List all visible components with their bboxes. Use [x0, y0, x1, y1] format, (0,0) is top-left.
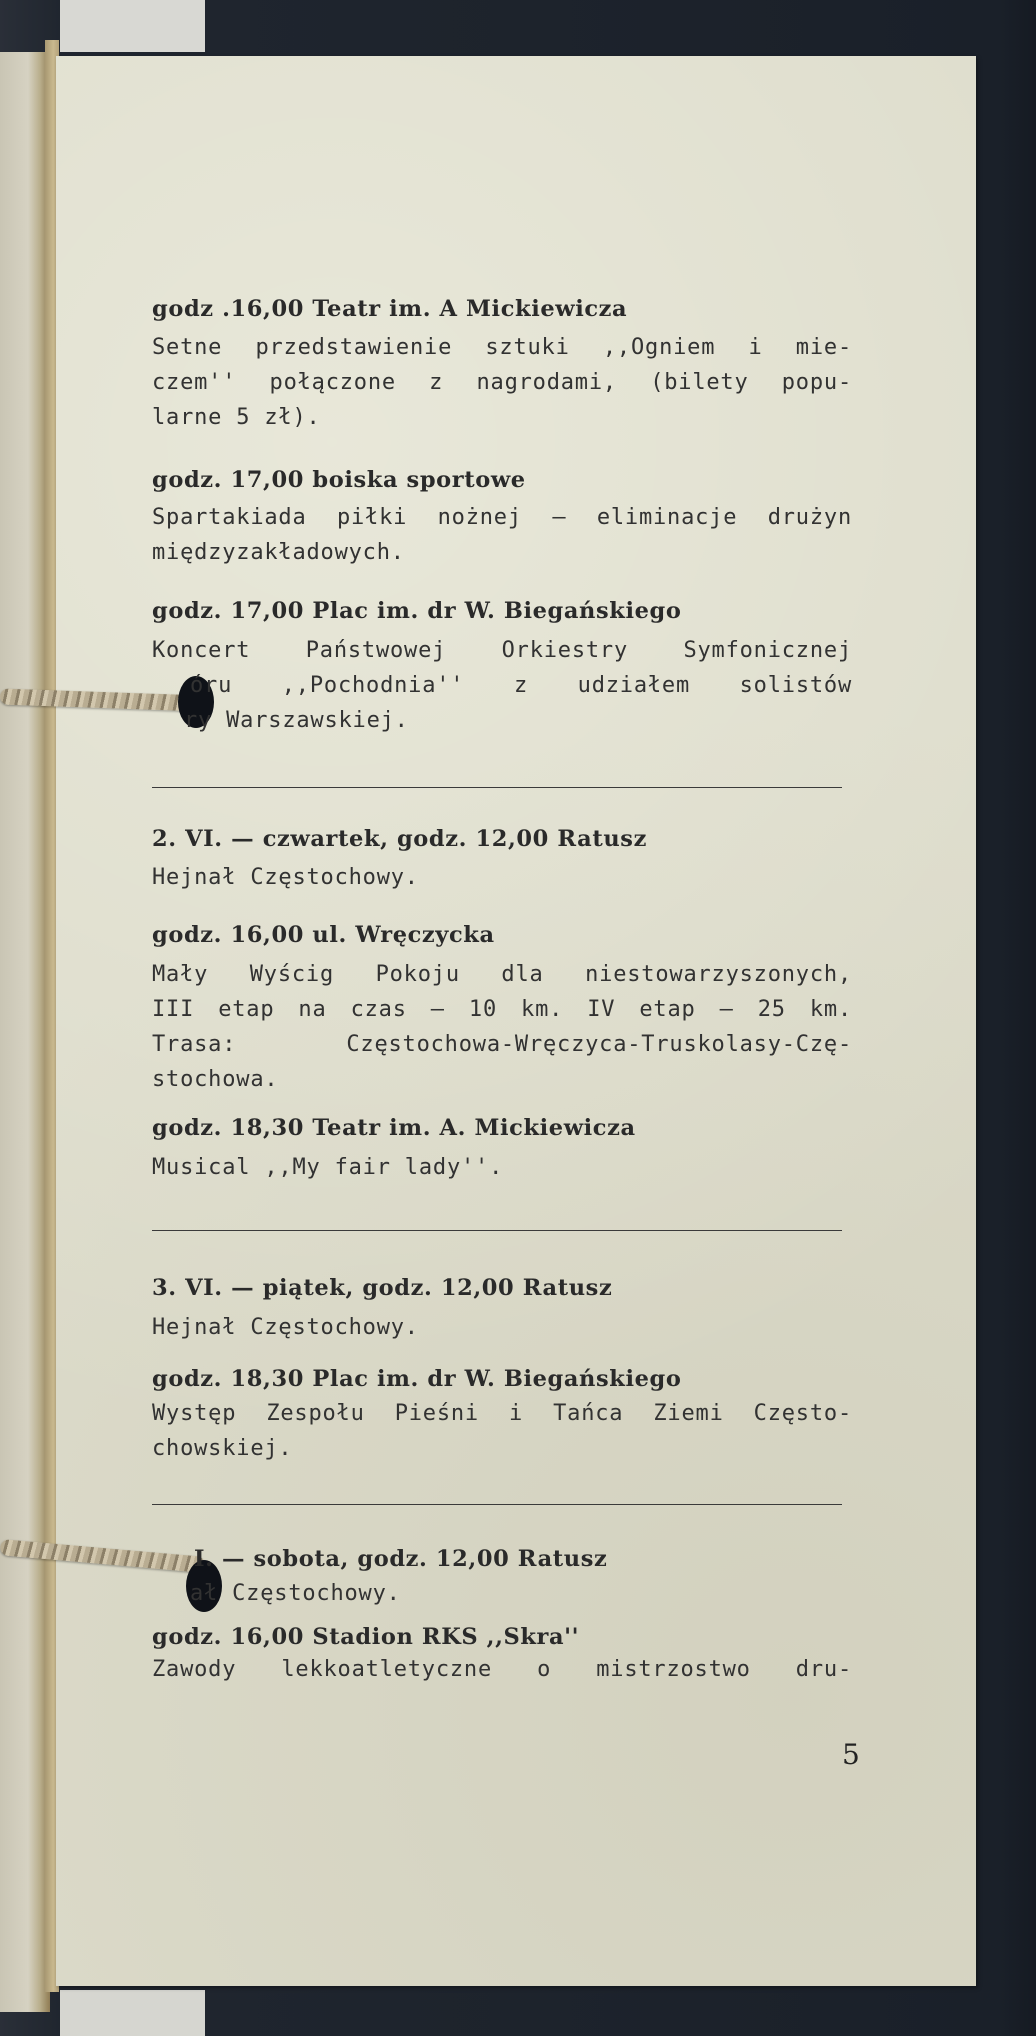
- event-text-line: ał Częstochowy.: [190, 1581, 401, 1606]
- event-heading: godz .16,00 Teatr im. A Mickiewicza: [152, 296, 628, 322]
- event-text-line: III etap na czas — 10 km. IV etap — 25 km.: [152, 997, 852, 1022]
- event-text-line: międzyzakładowych.: [152, 540, 405, 565]
- event-text-line: Trasa: Częstochowa-Wręczyca-Truskolasy-Czę-: [152, 1032, 852, 1057]
- day-heading: I. — sobota, godz. 12,00 Ratusz: [194, 1546, 608, 1572]
- event-text-line: ry Warszawskiej.: [184, 708, 409, 733]
- event-heading: godz. 17,00 boiska sportowe: [152, 467, 526, 493]
- event-heading: godz. 16,00 Stadion RKS ,,Skra'': [152, 1624, 580, 1650]
- section-divider: [152, 787, 842, 788]
- page-number: 5: [842, 1738, 860, 1771]
- event-text-line: stochowa.: [152, 1067, 279, 1092]
- event-text-line: Hejnał Częstochowy.: [152, 1315, 419, 1340]
- event-text-line: Zawody lekkoatletyczne o mistrzostwo dru-: [152, 1657, 852, 1682]
- event-text-line: larne 5 zł).: [152, 405, 321, 430]
- event-text-line: czem'' połączone z nagrodami, (bilety popu-: [152, 370, 852, 395]
- event-text-line: Koncert Państwowej Orkiestry Symfonicznej: [152, 638, 852, 663]
- event-heading: godz. 18,30 Teatr im. A. Mickiewicza: [152, 1115, 636, 1141]
- event-heading: godz. 17,00 Plac im. dr W. Biegańskiego: [152, 598, 682, 624]
- event-text-line: chowskiej.: [152, 1436, 293, 1461]
- left-page-edge: [0, 52, 50, 2012]
- event-heading: godz. 18,30 Plac im. dr W. Biegańskiego: [152, 1366, 682, 1392]
- day-heading: 2. VI. — czwartek, godz. 12,00 Ratusz: [152, 826, 647, 852]
- section-divider: [152, 1504, 842, 1505]
- event-heading: godz. 16,00 ul. Wręczycka: [152, 922, 495, 948]
- event-text-line: Mały Wyścig Pokoju dla niestowarzyszonych,: [152, 962, 852, 987]
- day-heading: 3. VI. — piątek, godz. 12,00 Ratusz: [152, 1275, 613, 1301]
- paper-strip-top: [60, 0, 205, 52]
- section-divider: [152, 1230, 842, 1231]
- event-text-line: Występ Zespołu Pieśni i Tańca Ziemi Często-: [152, 1401, 852, 1426]
- paper-strip-bottom: [60, 1990, 205, 2036]
- event-text-line: Setne przedstawienie sztuki ,,Ogniem i mie-: [152, 335, 852, 360]
- event-text-line: Musical ,,My fair lady''.: [152, 1155, 504, 1180]
- event-text-line: Spartakiada piłki nożnej — eliminacje drużyn: [152, 505, 852, 530]
- event-text-line: Hejnał Częstochowy.: [152, 865, 419, 890]
- event-text-line: óru ,,Pochodnia'' z udziałem solistów: [190, 673, 852, 698]
